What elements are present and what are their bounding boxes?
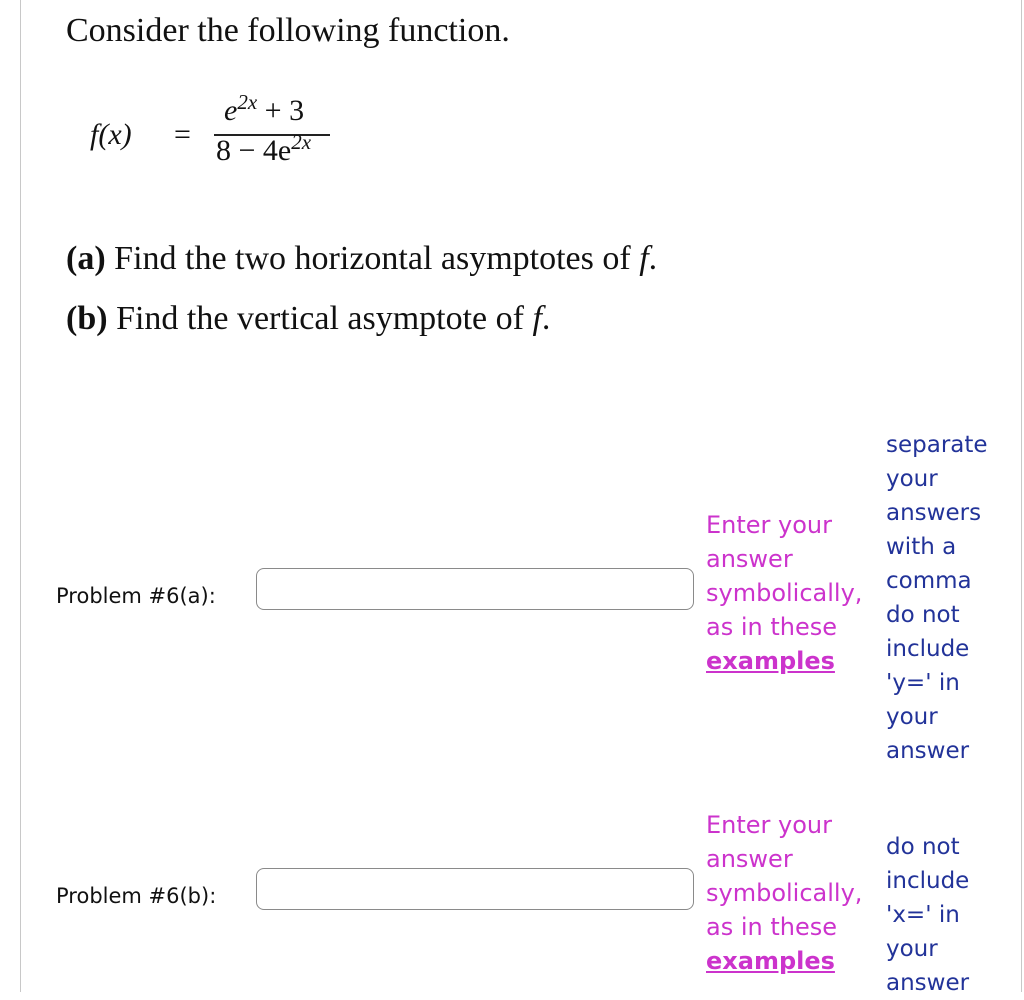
hint-line: as in these	[706, 913, 838, 941]
hint-line: symbolically,	[706, 579, 863, 607]
problem-6b-examples-link[interactable]: examples	[706, 947, 835, 975]
note-line: comma	[886, 568, 972, 594]
hint-line: answer	[706, 545, 793, 573]
part-a-text: Find the two horizontal asymptotes of	[105, 240, 640, 277]
problem-6b-label: Problem #6(b):	[56, 884, 217, 908]
hint-line: as in these	[706, 613, 838, 641]
note-line: include	[886, 868, 970, 894]
part-a-var: f	[639, 240, 649, 277]
note-line: do not	[886, 834, 960, 860]
part-b-text: Find the vertical asymptote of	[107, 300, 533, 337]
problem-6b-hint	[706, 808, 881, 978]
problem-6a-label: Problem #6(a):	[56, 584, 216, 608]
note-line: your	[886, 704, 938, 730]
part-b-question	[66, 300, 550, 338]
problem-6a-note	[886, 428, 1016, 768]
part-a-end: .	[648, 240, 658, 277]
note-line: 'y=' in	[886, 670, 960, 696]
formula-lhs: f(x)	[90, 118, 132, 151]
note-line: 'x=' in	[886, 902, 960, 928]
denominator-prefix: 8 − 4e	[216, 134, 292, 167]
hint-line: Enter your	[706, 811, 833, 839]
hint-line: symbolically,	[706, 879, 863, 907]
note-line: with a	[886, 534, 957, 560]
part-b-var: f	[532, 300, 542, 337]
note-line: separate	[886, 432, 988, 458]
hint-line: Enter your	[706, 511, 833, 539]
left-border	[20, 0, 21, 992]
formula-numerator	[224, 90, 305, 128]
hint-line: answer	[706, 845, 793, 873]
problem-6b-answer-input[interactable]	[256, 868, 694, 910]
formula-equals: =	[174, 118, 191, 151]
part-a-question	[66, 240, 657, 278]
numerator-base: e	[224, 94, 238, 127]
formula-denominator	[216, 130, 312, 168]
note-line: your	[886, 466, 938, 492]
note-line: include	[886, 636, 970, 662]
part-a-label: (a)	[66, 240, 106, 277]
note-line: do not	[886, 602, 960, 628]
part-b-end: .	[541, 300, 551, 337]
problem-intro: Consider the following function.	[66, 12, 510, 49]
denominator-exponent: 2x	[291, 130, 312, 154]
part-b-label: (b)	[66, 300, 108, 337]
numerator-rest: + 3	[257, 94, 305, 127]
note-line: answer	[886, 738, 970, 764]
problem-6a-examples-link[interactable]: examples	[706, 647, 835, 675]
problem-6a-hint	[706, 508, 881, 678]
note-line: your	[886, 936, 938, 962]
problem-6b-note	[886, 830, 1016, 1000]
note-line: answer	[886, 970, 970, 996]
problem-6a-answer-input[interactable]	[256, 568, 694, 610]
right-border	[1021, 0, 1022, 992]
numerator-exponent: 2x	[237, 90, 258, 114]
note-line: answers	[886, 500, 982, 526]
